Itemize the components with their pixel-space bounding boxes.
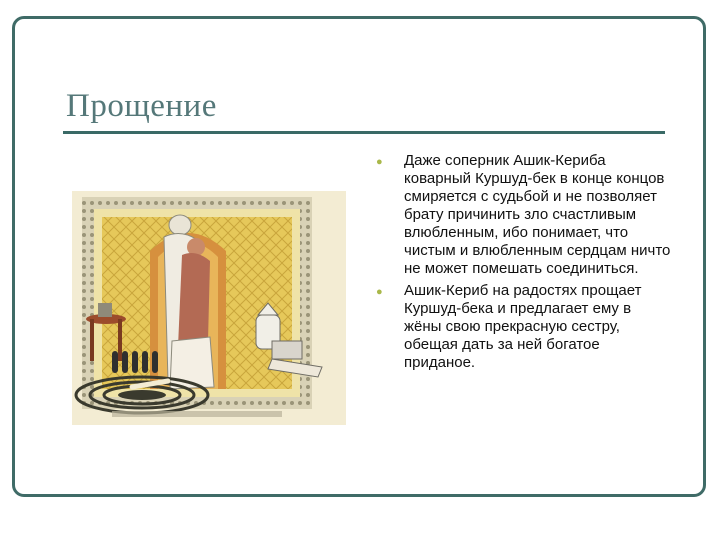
bullet-list <box>372 152 672 376</box>
bullet-text: Даже соперник Ашик-Кериба коварный Куршуд-бек в конце концов смиряется с судьбой и не позволяет брату причинить зло счастливым влюбленным, ибо понимает, что чистым и влюбленным сердцам ничто не может помешать соединиться. <box>404 152 671 277</box>
bullet-dot-icon: ● <box>376 286 383 298</box>
slide-title: Прощение <box>66 88 217 124</box>
illustration-image <box>72 191 346 425</box>
bullet-dot-icon: ● <box>376 156 383 168</box>
title-underline <box>63 131 665 134</box>
bullet-text: Ашик-Кериб на радостях прощает Куршуд-бека и предлагает ему в жёны свою прекрасную сестру, обещая дать за ней богатое приданое. <box>404 282 642 371</box>
bullet-item <box>372 282 672 372</box>
bullet-item <box>372 152 672 278</box>
